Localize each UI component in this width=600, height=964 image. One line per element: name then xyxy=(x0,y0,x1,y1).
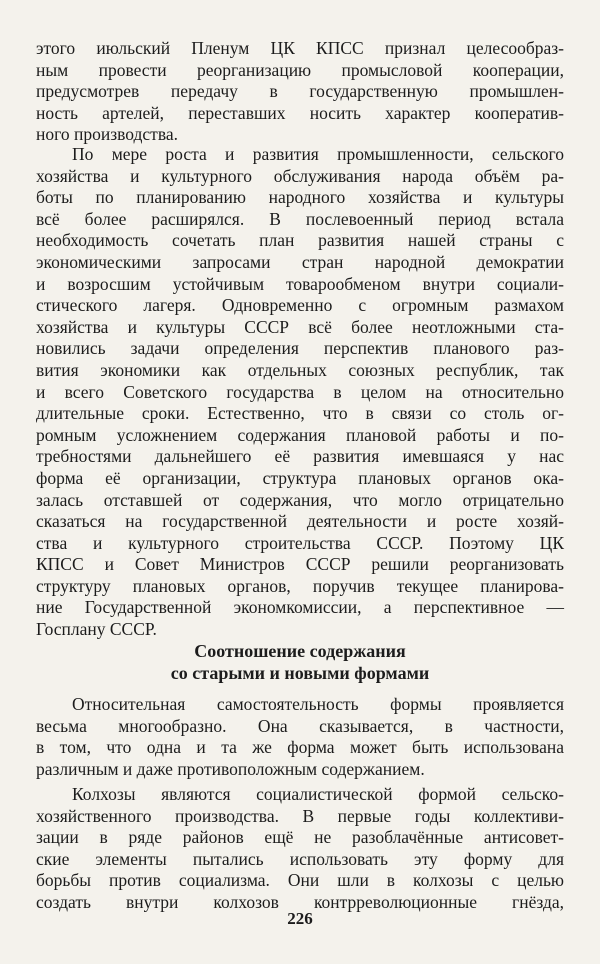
text-line: зации в ряде районов ещё не разоблачённые антисовет- xyxy=(36,827,564,848)
paragraph-1 xyxy=(36,38,564,146)
text-line: стического лагеря. Одновременно с огромным размахом xyxy=(36,295,564,316)
paragraph-2 xyxy=(36,144,564,641)
text-line: КПСС и Совет Министров СССР решили реорганизовать xyxy=(36,554,564,575)
text-line: структуру плановых органов, поручив текущее планирова- xyxy=(36,575,564,596)
text-line: длительные сроки. Естественно, что в связи со столь ог- xyxy=(36,403,564,424)
text-line: ства и культурного строительства СССР. Поэтому ЦК xyxy=(36,532,564,553)
text-line: ские элементы пытались использовать эту форму для xyxy=(36,848,564,869)
text-line: По мере роста и развития промышленности, сельского xyxy=(72,144,564,164)
text-line: Госплану СССР. xyxy=(36,619,157,640)
text-line: ного производства. xyxy=(36,124,179,145)
section-heading-line: со старыми и новыми формами xyxy=(170,663,430,683)
text-line: ность артелей, переставших носить характер кооператив- xyxy=(36,102,564,123)
text-line: создать внутри колхозов контрреволюционные гнёзда, xyxy=(36,891,564,912)
text-line: вития экономики как отдельных союзных республик, так xyxy=(36,359,564,380)
text-line: экономическими запросами стран народной демократии xyxy=(36,251,564,272)
text-line: предусмотрев передачу в государственную промышлен- xyxy=(36,81,564,102)
text-line: и всего Советского государства в целом на относительно xyxy=(36,381,564,402)
text-line: хозяйства и культурного обслуживания народа объём ра- xyxy=(36,165,564,186)
text-line: борьбы против социализма. Они шли в колхозы с целью xyxy=(36,870,564,891)
text-line: Колхозы являются социалистической формой сельско- xyxy=(72,784,564,804)
text-line: в том, что одна и та же форма может быть использована xyxy=(36,737,564,758)
text-line: и возросшим устойчивым товарообменом внутри социали- xyxy=(36,273,564,294)
text-line: ным провести реорганизацию промысловой кооперации, xyxy=(36,59,564,80)
text-line: форма её организации, структура плановых органов ока- xyxy=(36,467,564,488)
page-number: 226 xyxy=(287,909,313,928)
text-line: всё более расширялся. В послевоенный период встала xyxy=(36,208,564,229)
text-line: Относительная самостоятельность формы проявляется xyxy=(72,694,564,714)
text-line: хозяйства и культуры СССР всё более неотложными ста- xyxy=(36,316,564,337)
text-line: весьма многообразно. Она сказывается, в частности, xyxy=(36,715,564,736)
paragraph-4 xyxy=(36,784,564,914)
text-line: различным и даже противоположным содержанием. xyxy=(36,758,425,779)
text-line: ромным усложнением содержания плановой работы и по- xyxy=(36,424,564,445)
text-line: залась отставшей от содержания, что могло отрицательно xyxy=(36,489,564,510)
text-line: сказаться на государственной деятельности и росте хозяй- xyxy=(36,511,564,532)
text-line: ние Государственной экономкомиссии, а перспективное — xyxy=(36,597,564,618)
text-line: хозяйственного производства. В первые годы коллективи- xyxy=(36,805,564,826)
section-heading-line: Соотношение содержания xyxy=(194,641,406,661)
section-heading xyxy=(36,640,564,684)
text-line: требностями дальнейшего её развития имевшаяся у нас xyxy=(36,446,564,467)
text-line: новились задачи определения перспектив планового раз- xyxy=(36,338,564,359)
text-line: боты по планированию народного хозяйства и культуры xyxy=(36,187,564,208)
text-line: необходимость сочетать план развития нашей страны с xyxy=(36,230,564,251)
text-line: этого июльский Пленум ЦК КПСС признал целесообраз- xyxy=(36,38,564,58)
paragraph-3 xyxy=(36,694,564,780)
